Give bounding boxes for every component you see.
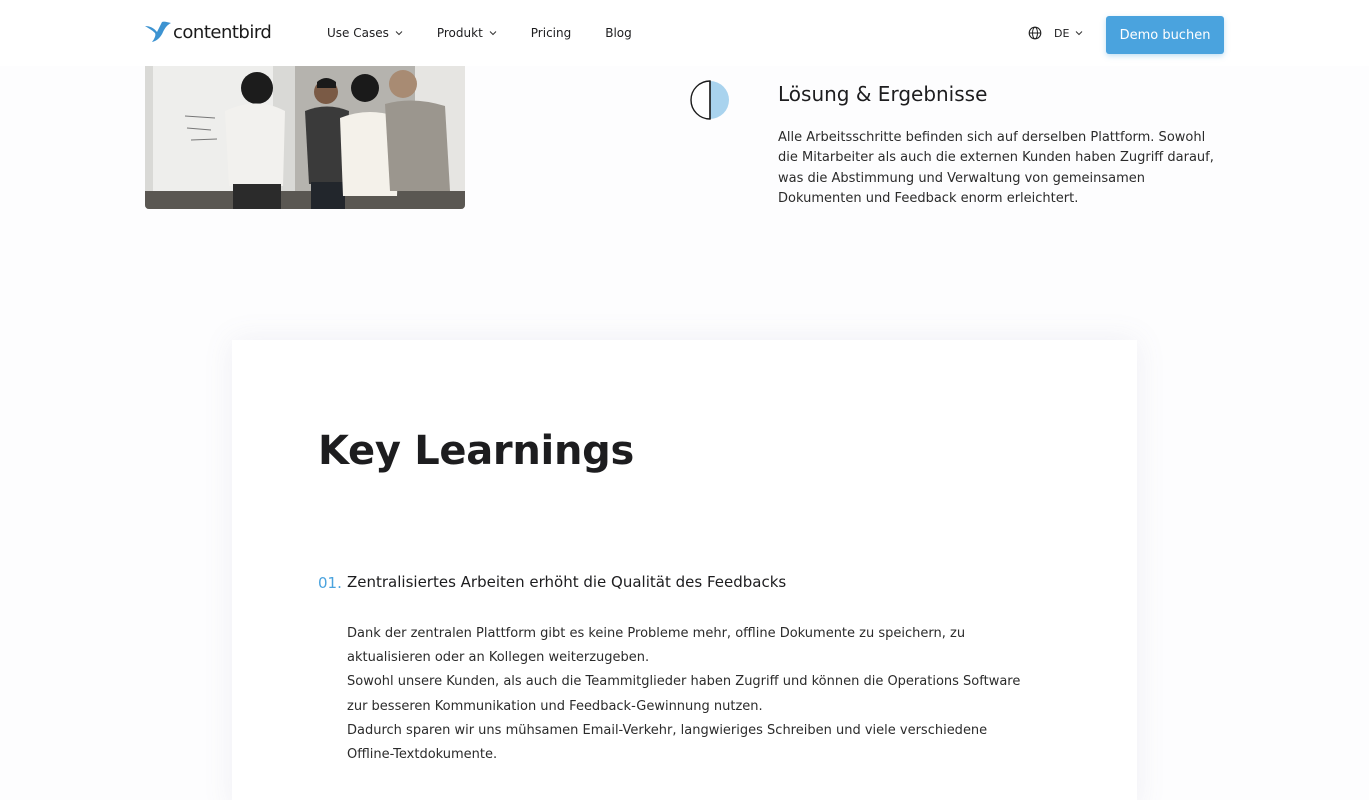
nav-pricing[interactable] (531, 26, 571, 40)
nav-pricing-label: Pricing (530, 26, 572, 40)
site-header (0, 0, 1369, 66)
logo-text: contentbird (173, 21, 272, 43)
learning-paragraph: Dank der zentralen Plattform gibt es keine Probleme mehr, offline Dokumente zu speichern, zu aktualisieren oder an Kollegen weiterzugeben. (347, 626, 966, 666)
demo-button[interactable]: Demo buchen (1106, 16, 1224, 54)
chevron-down-icon (395, 29, 403, 37)
key-learnings-title: Key Learnings (318, 428, 634, 474)
logo[interactable] (144, 20, 271, 44)
main-nav (327, 26, 666, 40)
globe-icon (1028, 26, 1042, 40)
bird-logo-icon (144, 20, 172, 44)
solution-title: Lösung & Ergebnisse (778, 82, 988, 106)
nav-produkt-label: Produkt (436, 26, 483, 40)
half-circle-icon (690, 80, 732, 120)
nav-use-cases-label: Use Cases (327, 26, 389, 40)
team-photo-illustration (145, 66, 465, 209)
nav-blog[interactable] (605, 26, 632, 40)
learning-paragraph: Sowohl unsere Kunden, als auch die Teammitglieder haben Zugriff und können die Operations Software zur besseren Kommunikation und Feedback-Gewinnung nutzen. (347, 674, 1021, 714)
team-photo (145, 66, 465, 209)
nav-blog-label: Blog (605, 26, 632, 40)
language-label: DE (1054, 26, 1070, 40)
learning-paragraph: Dadurch sparen wir uns mühsamen Email-Verkehr, langwieriges Schreiben und viele verschiedene Offline-Textdokumente. (347, 722, 988, 763)
learning-body (347, 622, 1037, 767)
nav-produkt[interactable] (437, 26, 497, 40)
learning-title: Zentralisiertes Arbeiten erhöht die Qualität des Feedbacks (347, 573, 787, 591)
chevron-down-icon (1075, 29, 1083, 37)
language-selector[interactable] (1028, 26, 1083, 40)
chevron-down-icon (489, 29, 497, 37)
learning-number: 01. (318, 574, 342, 592)
solution-text: Alle Arbeitsschritte befinden sich auf derselben Plattform. Sowohl die Mitarbeiter als auch die externen Kunden haben Zugriff darauf, was die Abstimmung und Verwaltung von gemeinsamen Dokumenten und Feedback enorm erleichtert. (778, 130, 1214, 206)
nav-use-cases[interactable] (327, 26, 403, 40)
